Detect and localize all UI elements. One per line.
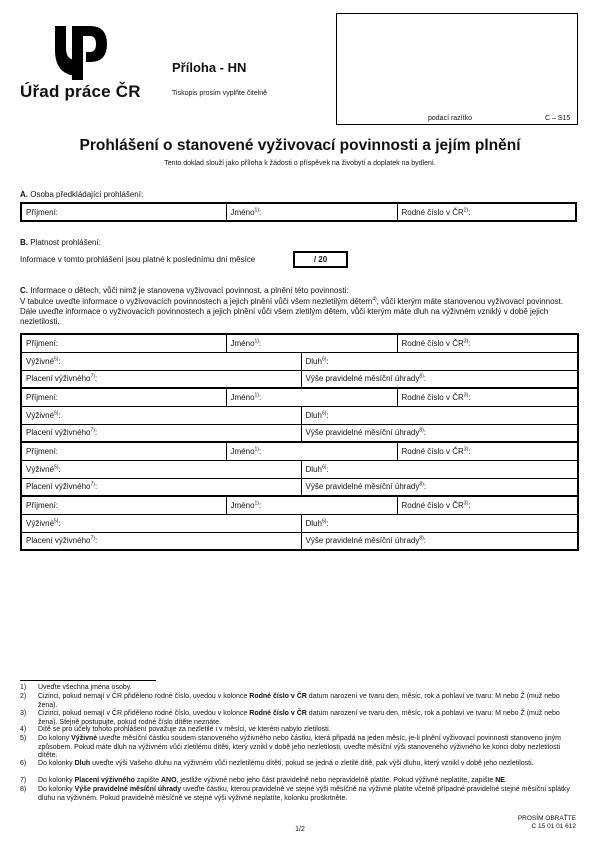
page-subtitle: Tento doklad slouží jako příloha k žádosti o příspěvek na živobytí a doplatek na bydlení. [164, 160, 436, 167]
child-vyse-uhrady[interactable]: Výše pravidelné měsíční úhrady$^{8)}$: [301, 478, 578, 496]
footnote-number: 8) [20, 786, 27, 793]
footnotes [20, 684, 580, 814]
validity-month-field[interactable]: / 20 [293, 251, 348, 268]
footnote-number: 3) [20, 710, 27, 717]
child-vyzivne[interactable]: Výživné$^{5)}$: [21, 460, 301, 478]
child-rodne-cislo[interactable]: Rodné číslo v ČR$^{3)}$: [397, 442, 578, 460]
child-row-names [21, 334, 578, 352]
footnote-text: Do kolonky Placení výživného zapište ANO, jestliže výživné nebo jeho část pravidelně nebo nepravidelně platíte. Pokud výživné neplatíte, zapište NE. [38, 777, 507, 784]
child-dluh[interactable]: Dluh$^{6)}$: [301, 460, 578, 478]
footnote-text: Do kolony Výživné uveďte měsíční částku soudem stanoveného výživného nebo částku, která připadá na jeden měsíc, je-li plnění vyživovací povinnosti stanoveno jiným způsobem. Pokud máte dluh na výživném vůči zletilému dítěti, který vznikl v době jeho nezletilosti, uveďte měsíční výši stanoveného výživného ke konci doby nezletilosti dítěte. [38, 735, 561, 760]
child-vyse-uhrady[interactable]: Výše pravidelné měsíční úhrady$^{8)}$: [301, 424, 578, 442]
footnote-divider [20, 680, 156, 681]
child-jmeno[interactable]: Jméno$^{1)}$: [226, 388, 397, 406]
section-c-paragraph: V tabulce uveďte informace o vyživovacích povinnostech a jejich plnění vůči všem nezletilým dětem$^{4)}$, vůči kterým máte stanovenou vyživovací povinnost. Dále uveďte informace o vyživovacích povinnostech a jejich plnění vůči všem zletilým dětem, vůči kterým máte dluh na výživném vzniklý v době jejich nezletilosti. [20, 296, 563, 326]
child-row-payment [21, 532, 578, 550]
child-prijmeni[interactable]: Příjmení: [21, 334, 226, 352]
form-code: C – S15 [545, 115, 571, 122]
field-prijmeni[interactable]: Příjmení: [21, 203, 226, 221]
footnote-number: 1) [20, 684, 27, 691]
page-title: Prohlášení o stanovené vyživovací povinnosti a jejím plnění [79, 137, 521, 154]
child-row-names [21, 388, 578, 406]
section-a-table [20, 202, 577, 222]
footnote-text: Do kolonky Dluh uveďte výši Vašeho dluhu na výživném vůči nezletilému dítěti, pokud se jedná o zletilé dítě, pak výši dluhu, který vznikl v době jeho nezletilosti. [38, 760, 534, 767]
footnote-text: Cizinci, pokud nemají v ČR přiděleno rodné číslo, uvedou v kolonce Rodné číslo v ČR datum narození ve tvaru den, měsíc, rok a pohlaví ve tvaru: M nebo Ž (muž nebo žena). [38, 693, 560, 709]
child-prijmeni[interactable]: Příjmení: [21, 496, 226, 514]
child-row-payment [21, 424, 578, 442]
child-rodne-cislo[interactable]: Rodné číslo v ČR$^{3)}$: [397, 496, 578, 514]
child-row-amounts [21, 406, 578, 424]
upcr-logo-icon [52, 22, 110, 80]
child-placeni[interactable]: Placení výživného$^{7)}$: [21, 370, 301, 388]
child-row-names [21, 442, 578, 460]
section-a-heading: A. Osoba předkládající prohlášení: [20, 190, 144, 199]
child-vyse-uhrady[interactable]: Výše pravidelné měsíční úhrady$^{8)}$: [301, 370, 578, 388]
child-rodne-cislo[interactable]: Rodné číslo v ČR$^{3)}$: [397, 388, 578, 406]
footnote-text: Dítě se pro účely tohoto prohlášení považuje za nezletilé i v měsíci, ve kterém nabylo zletilosti. [38, 726, 331, 733]
child-prijmeni[interactable]: Příjmení: [21, 388, 226, 406]
footnote-number: 5) [20, 735, 27, 742]
child-vyzivne[interactable]: Výživné$^{5)}$: [21, 514, 301, 532]
child-jmeno[interactable]: Jméno$^{1)}$: [226, 442, 397, 460]
page-number: 1/2 [295, 826, 305, 833]
child-row-names [21, 496, 578, 514]
children-table [20, 333, 579, 551]
child-vyse-uhrady[interactable]: Výše pravidelné měsíční úhrady$^{8)}$: [301, 532, 578, 550]
stamp-box [336, 13, 578, 125]
child-row-amounts [21, 514, 578, 532]
child-placeni[interactable]: Placení výživného$^{7)}$: [21, 478, 301, 496]
child-dluh[interactable]: Dluh$^{6)}$: [301, 514, 578, 532]
child-placeni[interactable]: Placení výživného$^{7)}$: [21, 532, 301, 550]
footnote-text: Do kolonky Výše pravidelné měsíční úhrady uveďte částku, kterou pravidelně ve stejné výši měsíčně na výživné platíte včetně případné pravidelné stejné měsíční splátky dluhu na výživném. Pokud pravidelně měsíčně ve stejné výši výživné neplatíte, kolonku proškrtněte. [38, 786, 570, 802]
child-rodne-cislo[interactable]: Rodné číslo v ČR$^{3)}$: [397, 334, 578, 352]
footnote-text: Uveďte všechna jména osoby. [38, 684, 132, 691]
section-b-heading: B. Platnost prohlášení: [20, 238, 101, 247]
child-placeni[interactable]: Placení výživného$^{7)}$: [21, 424, 301, 442]
section-b-text: Informace v tomto prohlášení jsou platné k poslednímu dni měsíce [20, 255, 256, 264]
footnote-number: 4) [20, 726, 27, 733]
please-turn-over: PROSÍM OBRAŤTE C 15 01 01 612 [517, 815, 576, 830]
section-c-heading: C. Informace o dětech, vůči nimž je stanovena vyživovací povinnost, a plnění této povinnosti: [20, 286, 349, 295]
footnote-number: 2) [20, 693, 27, 700]
child-prijmeni[interactable]: Příjmení: [21, 442, 226, 460]
footnote-number: 7) [20, 777, 27, 784]
child-row-payment [21, 478, 578, 496]
footnote-text: Cizinci, pokud nemají v ČR přiděleno rodné číslo, uvedou v kolonce Rodné číslo v ČR datum narození ve tvaru den, měsíc, rok a pohlaví ve tvaru: M nebo Ž (muž nebo žena). Stejně postupujte, pokud rodné číslo dítěte neznáte. [38, 710, 560, 726]
child-dluh[interactable]: Dluh$^{6)}$: [301, 406, 578, 424]
field-jmeno[interactable]: Jméno$^{1)}$: [226, 203, 397, 221]
child-jmeno[interactable]: Jméno$^{1)}$: [226, 334, 397, 352]
child-jmeno[interactable]: Jméno$^{1)}$: [226, 496, 397, 514]
footnote-number: 6) [20, 760, 27, 767]
print-note: Tiskopis prosím vyplňte čitelně [172, 90, 268, 97]
child-row-payment [21, 370, 578, 388]
child-dluh[interactable]: Dluh$^{6)}$: [301, 352, 578, 370]
field-rodne-cislo[interactable]: Rodné číslo v ČR$^{2)}$: [397, 203, 576, 221]
stamp-label: podací razítko [428, 115, 472, 122]
child-row-amounts [21, 460, 578, 478]
child-vyzivne[interactable]: Výživné$^{5)}$: [21, 406, 301, 424]
form-title: Příloha - HN [172, 60, 247, 75]
child-row-amounts [21, 352, 578, 370]
org-name: Úřad práce ČR [20, 82, 141, 101]
child-vyzivne[interactable]: Výživné$^{5)}$: [21, 352, 301, 370]
